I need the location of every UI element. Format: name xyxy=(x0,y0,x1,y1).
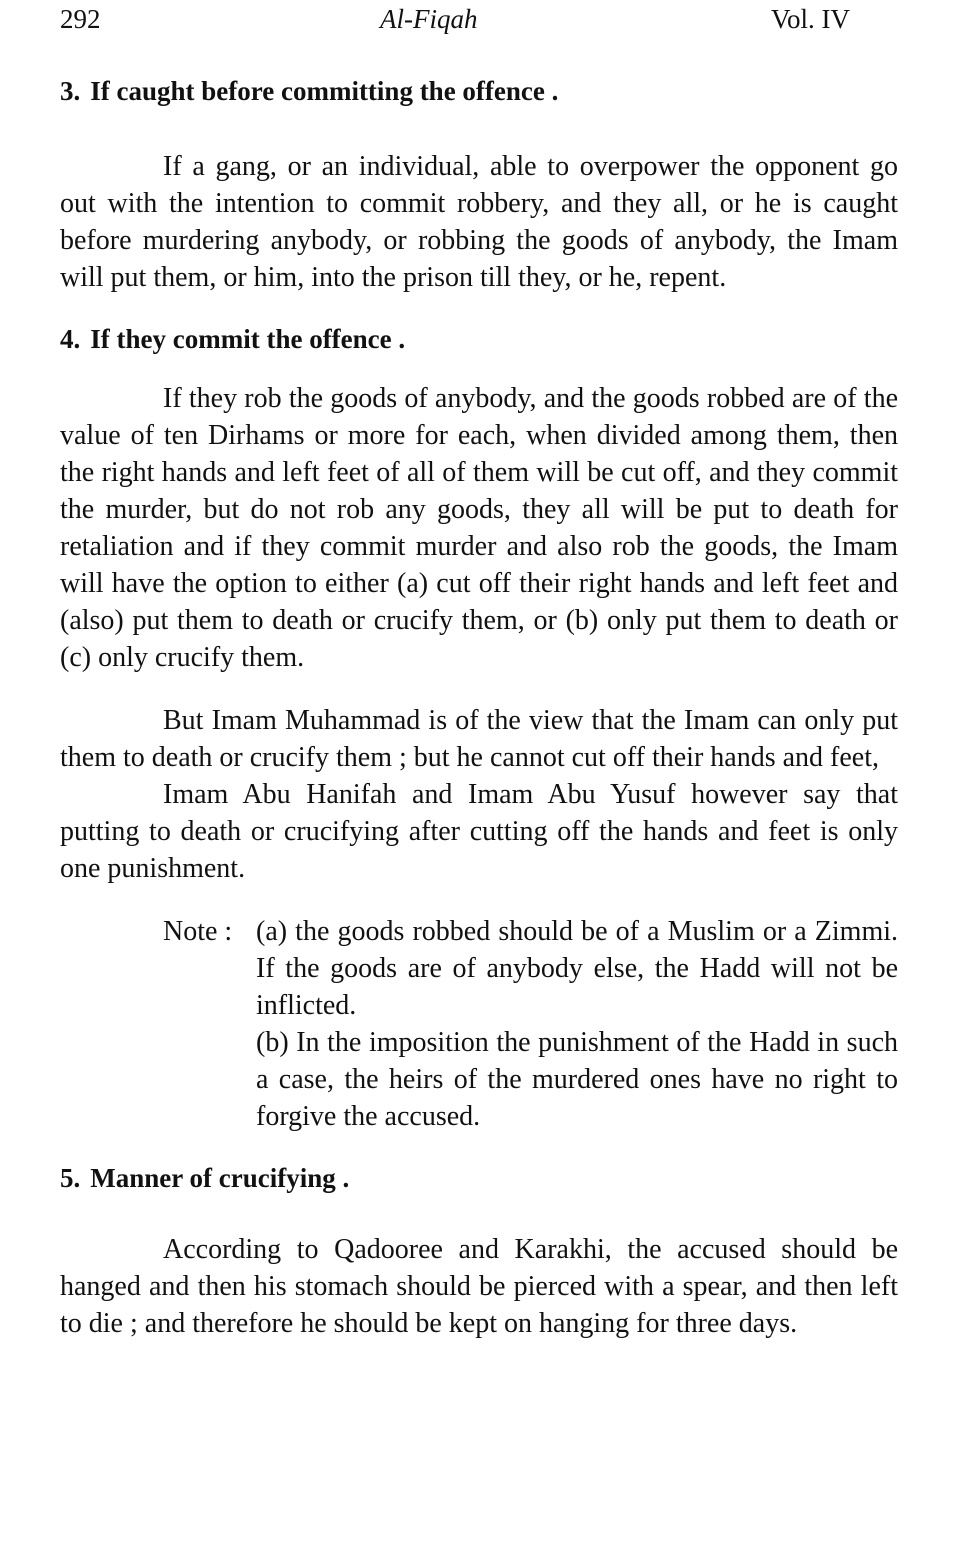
section-heading xyxy=(60,1161,898,1195)
section-3 xyxy=(60,74,898,296)
section-4 xyxy=(60,322,898,1135)
paragraph: Imam Abu Hanifah and Imam Abu Yusuf however say that putting to death or crucifying after cutting off the hands and feet is only one punishment. xyxy=(60,779,898,884)
paragraph: If a gang, or an individual, able to overpower the opponent go out with the intention to commit robbery, and they all, or he is caught before murdering anybody, or robbing the goods of anybody, the Imam will put them, or him, into the prison till they, or he, repent. xyxy=(60,151,898,293)
book-title: Al-Fiqah xyxy=(380,4,478,34)
section-heading xyxy=(60,322,898,356)
paragraph: But Imam Muhammad is of the view that the Imam can only put them to death or crucify them ; but he cannot cut off their hands and feet, xyxy=(60,705,898,773)
page-number: 292 xyxy=(60,4,101,34)
paragraph: If they rob the goods of anybody, and the goods robbed are of the value of ten Dirhams or more for each, when divided among them, then the right hands and left feet of all of them will be cut off, and they commit the murder, but do not rob any goods, they all will be put to death for retaliation and if they commit murder and also rob the goods, the Imam will have the option to either (a) cut off their right hands and left feet and (also) put them to death or crucify them, or (b) only put them to death or (c) only crucify them. xyxy=(60,383,898,673)
section-title: If they commit the offence . xyxy=(90,324,406,354)
section-title: Manner of crucifying . xyxy=(90,1163,350,1193)
note-item: (a) the goods robbed should be of a Muslim or a Zimmi. If the goods are of anybody else, the Hadd will not be inflicted. xyxy=(256,916,898,1021)
note-label: Note : xyxy=(163,916,233,947)
section-5 xyxy=(60,1161,898,1342)
note-body xyxy=(256,913,898,1135)
note-item: (b) In the imposition the punishment of the Hadd in such a case, the heirs of the murdered ones have no right to forgive the accused. xyxy=(256,1027,898,1132)
document-page xyxy=(60,0,898,1342)
running-header xyxy=(60,0,898,46)
section-number: 4. xyxy=(60,324,81,354)
section-title: If caught before committing the offence . xyxy=(90,76,559,106)
section-heading xyxy=(60,74,898,108)
paragraph: According to Qadooree and Karakhi, the accused should be hanged and then his stomach should be pierced with a spear, and then left to die ; and therefore he should be kept on hanging for three days. xyxy=(60,1234,898,1339)
note-block xyxy=(163,913,898,1135)
section-number: 5. xyxy=(60,1163,81,1193)
volume-label: Vol. IV xyxy=(770,4,850,34)
section-number: 3. xyxy=(60,76,81,106)
